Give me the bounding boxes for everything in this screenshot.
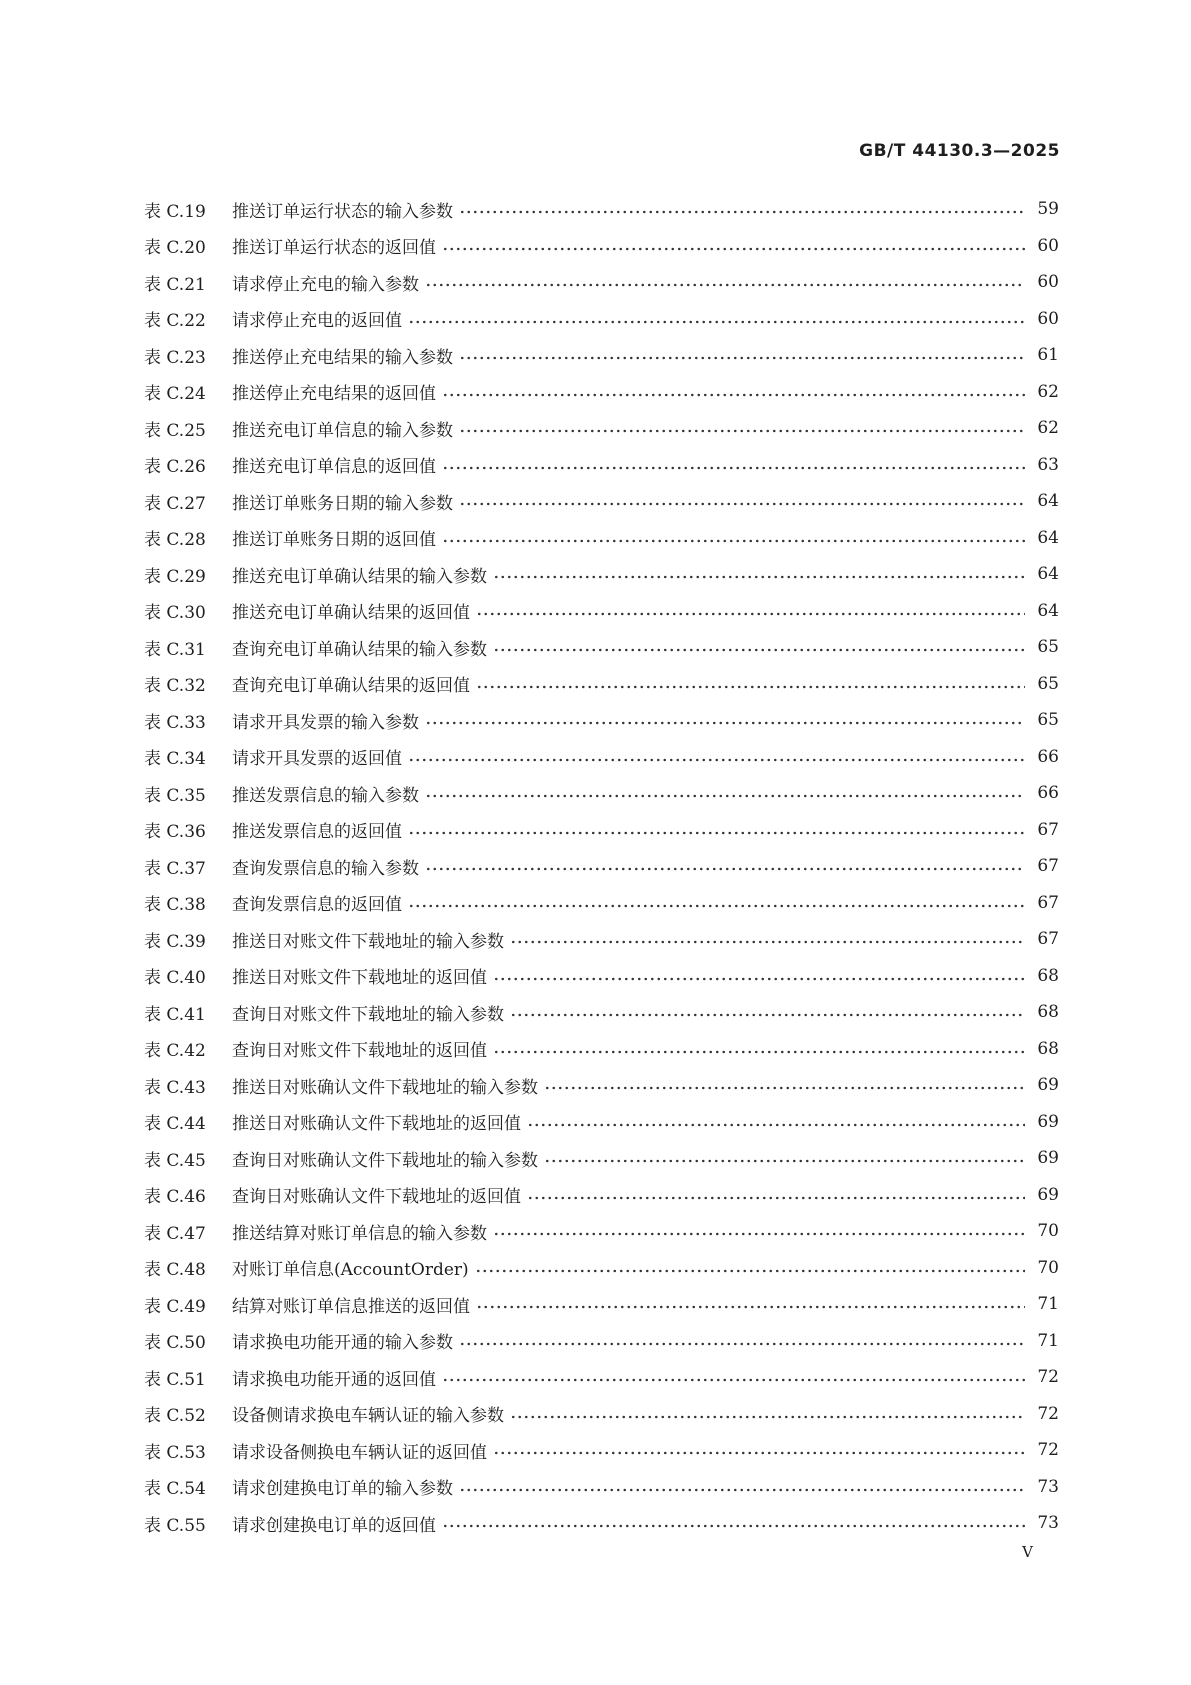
toc-entry-page: 66 bbox=[1037, 746, 1059, 767]
toc-entry[interactable] bbox=[144, 1432, 1059, 1469]
toc-entry-title: 请求开具发票的返回值 bbox=[232, 749, 402, 770]
toc-entry-number: 表 C.38 bbox=[144, 895, 206, 916]
toc-entry[interactable] bbox=[144, 1067, 1059, 1104]
toc-entry-page: 66 bbox=[1037, 783, 1059, 804]
toc-dot-leader bbox=[459, 425, 1025, 437]
toc-entry-title: 请求停止充电的返回值 bbox=[232, 311, 402, 332]
toc-entry-number: 表 C.51 bbox=[144, 1369, 206, 1390]
toc-entry-number: 表 C.23 bbox=[144, 347, 206, 368]
toc-dot-leader bbox=[459, 1484, 1025, 1496]
toc-dot-leader bbox=[425, 717, 1025, 729]
toc-entry-number: 表 C.34 bbox=[144, 749, 206, 770]
toc-entry-page: 65 bbox=[1037, 710, 1059, 731]
toc-dot-leader bbox=[425, 279, 1025, 291]
toc-entry-page: 60 bbox=[1037, 235, 1059, 256]
toc-entry-page: 60 bbox=[1037, 308, 1059, 329]
toc-entry-page: 62 bbox=[1037, 381, 1059, 402]
toc-dot-leader bbox=[459, 352, 1025, 364]
toc-entry-number: 表 C.41 bbox=[144, 1004, 206, 1025]
toc-entry-title: 请求创建换电订单的返回值 bbox=[232, 1515, 436, 1536]
toc-dot-leader bbox=[510, 1411, 1025, 1423]
toc-entry-number: 表 C.39 bbox=[144, 931, 206, 952]
toc-entry-title: 对账订单信息(AccountOrder) bbox=[232, 1260, 469, 1281]
toc-entry-title: 推送订单账务日期的返回值 bbox=[232, 530, 436, 551]
toc-entry[interactable] bbox=[144, 812, 1059, 849]
toc-dot-leader bbox=[475, 1265, 1025, 1277]
toc-entry-page: 62 bbox=[1037, 418, 1059, 439]
toc-dot-leader bbox=[493, 973, 1025, 985]
toc-entry[interactable] bbox=[144, 1286, 1059, 1323]
toc-dot-leader bbox=[527, 1119, 1025, 1131]
toc-entry-page: 69 bbox=[1037, 1075, 1059, 1096]
toc-entry-page: 73 bbox=[1037, 1513, 1059, 1534]
toc-dot-leader bbox=[442, 1520, 1025, 1532]
toc-entry-page: 64 bbox=[1037, 564, 1059, 585]
toc-entry-number: 表 C.22 bbox=[144, 311, 206, 332]
toc-entry-number: 表 C.49 bbox=[144, 1296, 206, 1317]
toc-entry[interactable] bbox=[144, 629, 1059, 666]
toc-entry-title: 推送停止充电结果的返回值 bbox=[232, 384, 436, 405]
toc-entry[interactable] bbox=[144, 1323, 1059, 1360]
toc-entry-title: 推送发票信息的输入参数 bbox=[232, 785, 419, 806]
toc-entry[interactable] bbox=[144, 447, 1059, 484]
toc-entry[interactable] bbox=[144, 1104, 1059, 1141]
toc-entry[interactable] bbox=[144, 702, 1059, 739]
toc-dot-leader bbox=[408, 754, 1025, 766]
toc-entry[interactable] bbox=[144, 921, 1059, 958]
toc-entry[interactable] bbox=[144, 1250, 1059, 1287]
toc-entry-number: 表 C.46 bbox=[144, 1187, 206, 1208]
toc-entry-page: 65 bbox=[1037, 673, 1059, 694]
toc-entry-page: 69 bbox=[1037, 1148, 1059, 1169]
toc-entry-title: 推送充电订单确认结果的输入参数 bbox=[232, 566, 487, 587]
toc-entry[interactable] bbox=[144, 483, 1059, 520]
toc-entry-page: 73 bbox=[1037, 1476, 1059, 1497]
toc-entry-page: 68 bbox=[1037, 1038, 1059, 1059]
toc-entry-title: 推送充电订单信息的输入参数 bbox=[232, 420, 453, 441]
toc-entry-number: 表 C.50 bbox=[144, 1333, 206, 1354]
toc-dot-leader bbox=[408, 827, 1025, 839]
toc-dot-leader bbox=[425, 790, 1025, 802]
toc-dot-leader bbox=[544, 1155, 1025, 1167]
toc-entry[interactable] bbox=[144, 1469, 1059, 1506]
toc-entry-title: 请求换电功能开通的输入参数 bbox=[232, 1333, 453, 1354]
toc-entry-number: 表 C.20 bbox=[144, 238, 206, 259]
toc-entry-number: 表 C.54 bbox=[144, 1479, 206, 1500]
toc-dot-leader bbox=[442, 535, 1025, 547]
toc-entry-number: 表 C.25 bbox=[144, 420, 206, 441]
toc-entry-number: 表 C.27 bbox=[144, 493, 206, 514]
toc-dot-leader bbox=[442, 243, 1025, 255]
toc-entry-number: 表 C.19 bbox=[144, 201, 206, 222]
toc-entry-title: 推送订单账务日期的输入参数 bbox=[232, 493, 453, 514]
toc-dot-leader bbox=[493, 571, 1025, 583]
toc-entry-page: 67 bbox=[1037, 929, 1059, 950]
toc-entry-page: 67 bbox=[1037, 819, 1059, 840]
toc-entry-page: 72 bbox=[1037, 1403, 1059, 1424]
toc-entry[interactable] bbox=[144, 264, 1059, 301]
toc-entry-page: 64 bbox=[1037, 491, 1059, 512]
toc-entry-number: 表 C.48 bbox=[144, 1260, 206, 1281]
toc-entry-title: 查询日对账文件下载地址的输入参数 bbox=[232, 1004, 504, 1025]
toc-entry-page: 72 bbox=[1037, 1440, 1059, 1461]
toc-entry-title: 设备侧请求换电车辆认证的输入参数 bbox=[232, 1406, 504, 1427]
toc-entry-title: 推送日对账文件下载地址的输入参数 bbox=[232, 931, 504, 952]
toc-entry-title: 请求开具发票的输入参数 bbox=[232, 712, 419, 733]
toc-dot-leader bbox=[510, 1009, 1025, 1021]
toc-entry-number: 表 C.32 bbox=[144, 676, 206, 697]
toc-entry-page: 67 bbox=[1037, 892, 1059, 913]
toc-entry[interactable] bbox=[144, 337, 1059, 374]
toc-dot-leader bbox=[442, 462, 1025, 474]
toc-entry[interactable] bbox=[144, 593, 1059, 630]
toc-entry[interactable] bbox=[144, 848, 1059, 885]
toc-entry-title: 请求换电功能开通的返回值 bbox=[232, 1369, 436, 1390]
toc-entry-page: 68 bbox=[1037, 965, 1059, 986]
toc-entry-page: 59 bbox=[1037, 199, 1059, 220]
toc-dot-leader bbox=[442, 1374, 1025, 1386]
toc-entry-number: 表 C.53 bbox=[144, 1442, 206, 1463]
toc-dot-leader bbox=[544, 1082, 1025, 1094]
toc-dot-leader bbox=[493, 1228, 1025, 1240]
toc-entry-page: 70 bbox=[1037, 1257, 1059, 1278]
toc-entry-title: 查询日对账确认文件下载地址的输入参数 bbox=[232, 1150, 538, 1171]
toc-entry[interactable] bbox=[144, 1505, 1059, 1542]
toc-entry-number: 表 C.43 bbox=[144, 1077, 206, 1098]
toc-entry-page: 65 bbox=[1037, 637, 1059, 658]
toc-entry-title: 推送日对账确认文件下载地址的返回值 bbox=[232, 1114, 521, 1135]
toc-entry-number: 表 C.55 bbox=[144, 1515, 206, 1536]
toc-entry-page: 64 bbox=[1037, 600, 1059, 621]
toc-entry[interactable] bbox=[144, 994, 1059, 1031]
toc-dot-leader bbox=[527, 1192, 1025, 1204]
toc-dot-leader bbox=[510, 936, 1025, 948]
toc-entry-title: 推送充电订单确认结果的返回值 bbox=[232, 603, 470, 624]
toc-entry-title: 推送订单运行状态的输入参数 bbox=[232, 201, 453, 222]
toc-dot-leader bbox=[476, 681, 1025, 693]
toc-entry-page: 64 bbox=[1037, 527, 1059, 548]
toc-entry-number: 表 C.29 bbox=[144, 566, 206, 587]
toc-entry[interactable] bbox=[144, 1177, 1059, 1214]
toc-entry-title: 推送发票信息的返回值 bbox=[232, 822, 402, 843]
toc-dot-leader bbox=[425, 863, 1025, 875]
toc-entry-page: 69 bbox=[1037, 1111, 1059, 1132]
toc-entry[interactable] bbox=[144, 410, 1059, 447]
toc-entry-number: 表 C.44 bbox=[144, 1114, 206, 1135]
toc-entry[interactable] bbox=[144, 666, 1059, 703]
toc-entry-title: 请求创建换电订单的输入参数 bbox=[232, 1479, 453, 1500]
toc-dot-leader bbox=[493, 1046, 1025, 1058]
toc-entry-number: 表 C.31 bbox=[144, 639, 206, 660]
toc-entry[interactable] bbox=[144, 1396, 1059, 1433]
toc-entry[interactable] bbox=[144, 958, 1059, 995]
toc-entry-page: 69 bbox=[1037, 1184, 1059, 1205]
toc-entry-page: 61 bbox=[1037, 345, 1059, 366]
toc-entry-number: 表 C.42 bbox=[144, 1041, 206, 1062]
toc-entry-number: 表 C.33 bbox=[144, 712, 206, 733]
toc-entry-number: 表 C.47 bbox=[144, 1223, 206, 1244]
toc-dot-leader bbox=[408, 316, 1025, 328]
toc-entry[interactable] bbox=[144, 885, 1059, 922]
toc-entry-number: 表 C.52 bbox=[144, 1406, 206, 1427]
toc-entry-title: 请求设备侧换电车辆认证的返回值 bbox=[232, 1442, 487, 1463]
toc-entry[interactable] bbox=[144, 739, 1059, 776]
toc-entry-number: 表 C.36 bbox=[144, 822, 206, 843]
toc-entry-title: 查询日对账文件下载地址的返回值 bbox=[232, 1041, 487, 1062]
toc-entry-page: 60 bbox=[1037, 272, 1059, 293]
toc-entry-title: 推送日对账确认文件下载地址的输入参数 bbox=[232, 1077, 538, 1098]
toc-dot-leader bbox=[476, 1301, 1025, 1313]
toc-entry-title: 推送结算对账订单信息的输入参数 bbox=[232, 1223, 487, 1244]
toc-dot-leader bbox=[459, 206, 1025, 218]
toc-entry[interactable] bbox=[144, 228, 1059, 265]
toc-entry-number: 表 C.21 bbox=[144, 274, 206, 295]
toc-entry-number: 表 C.37 bbox=[144, 858, 206, 879]
toc-entry[interactable] bbox=[144, 1213, 1059, 1250]
toc-entry-page: 71 bbox=[1037, 1294, 1059, 1315]
toc-entry-title: 推送停止充电结果的输入参数 bbox=[232, 347, 453, 368]
toc-dot-leader bbox=[459, 498, 1025, 510]
toc-entry[interactable] bbox=[144, 1140, 1059, 1177]
toc-entry-title: 推送充电订单信息的返回值 bbox=[232, 457, 436, 478]
page-number: V bbox=[1022, 1543, 1033, 1561]
toc-entry-page: 70 bbox=[1037, 1221, 1059, 1242]
toc-dot-leader bbox=[476, 608, 1025, 620]
toc-entry-title: 请求停止充电的输入参数 bbox=[232, 274, 419, 295]
table-of-contents bbox=[144, 191, 1059, 1542]
toc-dot-leader bbox=[442, 389, 1025, 401]
standard-number-header: GB/T 44130.3—2025 bbox=[859, 141, 1060, 161]
toc-entry-page: 68 bbox=[1037, 1002, 1059, 1023]
toc-entry-page: 67 bbox=[1037, 856, 1059, 877]
toc-entry[interactable] bbox=[144, 520, 1059, 557]
toc-entry-page: 72 bbox=[1037, 1367, 1059, 1388]
toc-entry-title: 结算对账订单信息推送的返回值 bbox=[232, 1296, 470, 1317]
toc-entry-number: 表 C.45 bbox=[144, 1150, 206, 1171]
toc-entry-title: 查询充电订单确认结果的输入参数 bbox=[232, 639, 487, 660]
toc-entry-page: 63 bbox=[1037, 454, 1059, 475]
toc-entry-title: 推送订单运行状态的返回值 bbox=[232, 238, 436, 259]
toc-entry[interactable] bbox=[144, 301, 1059, 338]
toc-entry-title: 查询日对账确认文件下载地址的返回值 bbox=[232, 1187, 521, 1208]
toc-entry-number: 表 C.30 bbox=[144, 603, 206, 624]
toc-entry-number: 表 C.24 bbox=[144, 384, 206, 405]
toc-entry-number: 表 C.35 bbox=[144, 785, 206, 806]
toc-dot-leader bbox=[408, 900, 1025, 912]
toc-entry[interactable] bbox=[144, 1031, 1059, 1068]
toc-entry-title: 查询发票信息的输入参数 bbox=[232, 858, 419, 879]
toc-dot-leader bbox=[493, 644, 1025, 656]
toc-dot-leader bbox=[459, 1338, 1025, 1350]
toc-entry[interactable] bbox=[144, 556, 1059, 593]
toc-entry-title: 查询发票信息的返回值 bbox=[232, 895, 402, 916]
toc-entry-title: 推送日对账文件下载地址的返回值 bbox=[232, 968, 487, 989]
toc-entry-number: 表 C.40 bbox=[144, 968, 206, 989]
toc-entry-number: 表 C.28 bbox=[144, 530, 206, 551]
toc-entry-page: 71 bbox=[1037, 1330, 1059, 1351]
toc-entry[interactable] bbox=[144, 374, 1059, 411]
toc-entry-number: 表 C.26 bbox=[144, 457, 206, 478]
toc-entry[interactable] bbox=[144, 775, 1059, 812]
toc-entry[interactable] bbox=[144, 1359, 1059, 1396]
toc-entry[interactable] bbox=[144, 191, 1059, 228]
toc-dot-leader bbox=[493, 1447, 1025, 1459]
toc-entry-title: 查询充电订单确认结果的返回值 bbox=[232, 676, 470, 697]
